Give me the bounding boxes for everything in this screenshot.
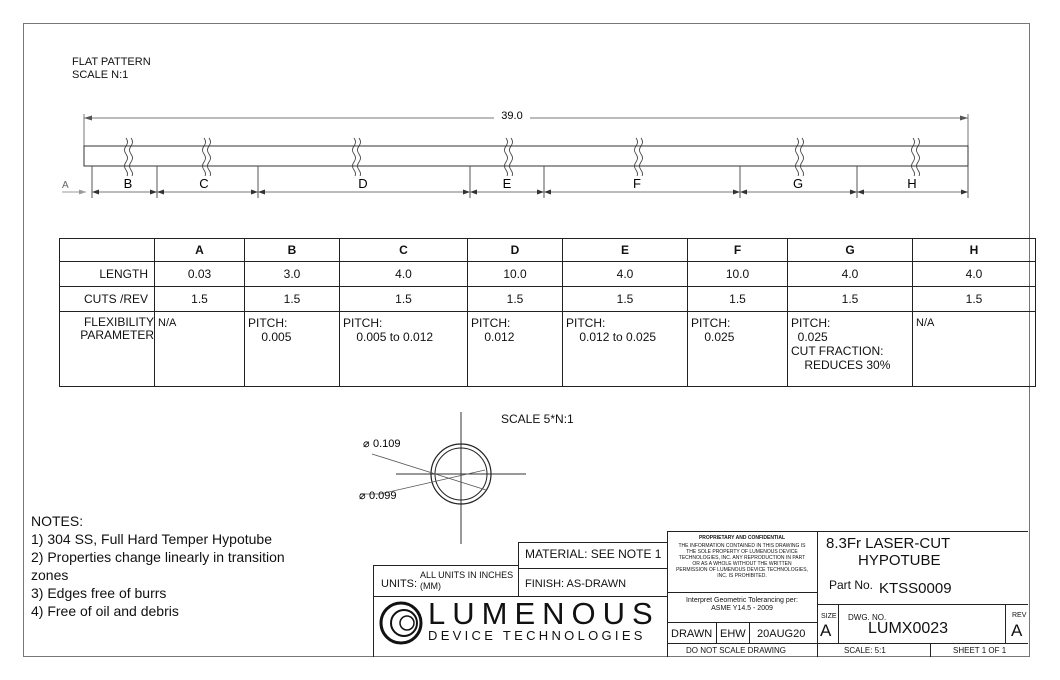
section-label-h: H bbox=[907, 176, 917, 191]
logo-rings-icon bbox=[375, 598, 427, 648]
tolerancing-line1: Interpret Geometric Tolerancing per: bbox=[686, 597, 798, 604]
table-header-row bbox=[60, 239, 1036, 262]
length-cell: 4.0 bbox=[913, 262, 1036, 287]
cuts-cell: 1.5 bbox=[563, 287, 688, 312]
units-value-line2: (MM) bbox=[420, 581, 441, 591]
column-header: F bbox=[688, 239, 788, 262]
cuts-cell: 1.5 bbox=[788, 287, 913, 312]
size-value: A bbox=[820, 621, 832, 640]
length-cell: 4.0 bbox=[788, 262, 913, 287]
drawn-by: EHW bbox=[720, 628, 746, 640]
note-item: 4) Free of oil and debris bbox=[31, 603, 179, 619]
sheet-field: SHEET 1 OF 1 bbox=[953, 646, 1007, 655]
flex-cell: PITCH: 0.012 to 0.025 bbox=[563, 312, 688, 387]
drawn-label: DRAWN bbox=[671, 628, 713, 640]
section-extension-lines bbox=[92, 166, 968, 198]
tolerancing-note bbox=[671, 597, 813, 613]
flex-label-line1: FLEXIBILITY bbox=[83, 315, 154, 329]
column-header: C bbox=[340, 239, 468, 262]
length-cell: 4.0 bbox=[340, 262, 468, 287]
column-header: B bbox=[245, 239, 340, 262]
drawing-title-line2: HYPOTUBE bbox=[858, 552, 941, 569]
cuts-cell: 1.5 bbox=[913, 287, 1036, 312]
logo-wordmark: LUMENOUS bbox=[428, 596, 660, 631]
rev-label: REV bbox=[1012, 612, 1027, 619]
section-label-e: E bbox=[502, 176, 512, 191]
proprietary-notice: THE INFORMATION CONTAINED IN THIS DRAWING IS THE SOLE PROPERTY OF LUMENOUS DEVICE TECHNOLOGIES, INC. ANY REPRODUCTION IN PART OR AS A WHOLE WITHOUT THE WRITTEN PERMISSION OF LUMENOUS DEVICE TECHNOLOGIES, INC. IS PROHIBITED. bbox=[676, 543, 808, 579]
flex-cell: PITCH: 0.025 CUT FRACTION: REDUCES 30% bbox=[788, 312, 913, 387]
cuts-cell: 1.5 bbox=[245, 287, 340, 312]
material-field: MATERIAL: SEE NOTE 1 bbox=[525, 547, 662, 561]
drawing-title-line1: 8.3Fr LASER-CUT bbox=[826, 535, 951, 552]
length-cell: 10.0 bbox=[468, 262, 563, 287]
column-header: H bbox=[913, 239, 1036, 262]
row-label-cuts: CUTS /REV bbox=[60, 287, 155, 312]
column-header: D bbox=[468, 239, 563, 262]
flex-cell: N/A bbox=[913, 312, 1036, 387]
row-label-flexibility bbox=[60, 312, 155, 387]
section-label-f: F bbox=[633, 176, 641, 191]
size-label: SIZE bbox=[821, 613, 837, 620]
tolerancing-line2: ASME Y14.5 - 2009 bbox=[711, 605, 773, 612]
proprietary-title: PROPRIETARY AND CONFIDENTIAL bbox=[698, 535, 786, 541]
units-label: UNITS: bbox=[381, 578, 418, 590]
flat-pattern-drawing bbox=[0, 0, 1060, 210]
units-value-line1: ALL UNITS IN INCHES bbox=[420, 570, 514, 580]
note-item: 2) Properties change linearly in transition bbox=[31, 549, 285, 565]
drawn-date: 20AUG20 bbox=[757, 628, 806, 640]
tube-flat-pattern bbox=[84, 146, 968, 166]
overall-arrow-right bbox=[960, 116, 968, 121]
flex-cell: PITCH: 0.012 bbox=[468, 312, 563, 387]
od-leader bbox=[372, 454, 486, 490]
section-view-scale: SCALE 5*N:1 bbox=[501, 412, 574, 426]
column-header: E bbox=[563, 239, 688, 262]
table-row-flexibility bbox=[60, 312, 1036, 387]
flex-cell: PITCH: 0.005 bbox=[245, 312, 340, 387]
flat-pattern-title: FLAT PATTERN bbox=[72, 56, 151, 68]
finish-field: FINISH: AS-DRAWN bbox=[525, 578, 627, 590]
dwg-no-value: LUMX0023 bbox=[868, 620, 949, 637]
cuts-cell: 1.5 bbox=[468, 287, 563, 312]
section-labels bbox=[119, 176, 921, 191]
cuts-cell: 1.5 bbox=[688, 287, 788, 312]
part-no-value: KTSS0009 bbox=[879, 580, 952, 597]
do-not-scale-note: DO NOT SCALE DRAWING bbox=[686, 646, 787, 655]
note-item: 3) Edges free of burrs bbox=[31, 585, 167, 601]
id-value: 0.099 bbox=[369, 490, 397, 502]
length-cell: 4.0 bbox=[563, 262, 688, 287]
units-value bbox=[420, 570, 513, 592]
notes-block bbox=[31, 512, 285, 620]
flex-cell: PITCH: 0.025 bbox=[688, 312, 788, 387]
od-symbol: ⌀ bbox=[363, 438, 370, 450]
datum-a-label: A bbox=[62, 180, 69, 191]
section-label-d: D bbox=[358, 176, 368, 191]
flat-pattern-scale: SCALE N:1 bbox=[72, 69, 129, 81]
flex-cell: N/A bbox=[155, 312, 245, 387]
part-no-label: Part No. bbox=[829, 578, 874, 592]
section-label-g: G bbox=[792, 176, 804, 191]
cuts-cell: 1.5 bbox=[340, 287, 468, 312]
od-value: 0.109 bbox=[373, 438, 401, 450]
length-cell: 3.0 bbox=[245, 262, 340, 287]
table-corner-cell bbox=[60, 239, 155, 262]
rev-value: A bbox=[1011, 621, 1023, 640]
length-cell: 0.03 bbox=[155, 262, 245, 287]
table-row-length bbox=[60, 262, 1036, 287]
logo-subtitle: DEVICE TECHNOLOGIES bbox=[428, 628, 646, 643]
cuts-cell: 1.5 bbox=[155, 287, 245, 312]
note-item: 1) 304 SS, Full Hard Temper Hypotube bbox=[31, 531, 272, 547]
dwg-no-label: DWG. NO. bbox=[848, 613, 887, 622]
flex-label-line2: PARAMETER bbox=[80, 328, 154, 342]
length-cell: 10.0 bbox=[688, 262, 788, 287]
id-symbol: ⌀ bbox=[359, 490, 366, 502]
column-header: G bbox=[788, 239, 913, 262]
scale-field: SCALE: 5:1 bbox=[844, 646, 886, 655]
column-header: A bbox=[155, 239, 245, 262]
flex-cell: PITCH: 0.005 to 0.012 bbox=[340, 312, 468, 387]
section-view-drawing bbox=[340, 410, 540, 550]
notes-title: NOTES: bbox=[31, 513, 84, 529]
section-spec-table bbox=[59, 238, 1036, 387]
section-label-c: C bbox=[199, 176, 209, 191]
row-label-length: LENGTH bbox=[60, 262, 155, 287]
table-row-cuts bbox=[60, 287, 1036, 312]
overall-dimension-value: 39.0 bbox=[501, 110, 523, 122]
note-item: zones bbox=[31, 567, 69, 583]
drawing-title bbox=[826, 535, 950, 569]
overall-arrow-left bbox=[84, 116, 92, 121]
section-label-b: B bbox=[123, 176, 133, 191]
